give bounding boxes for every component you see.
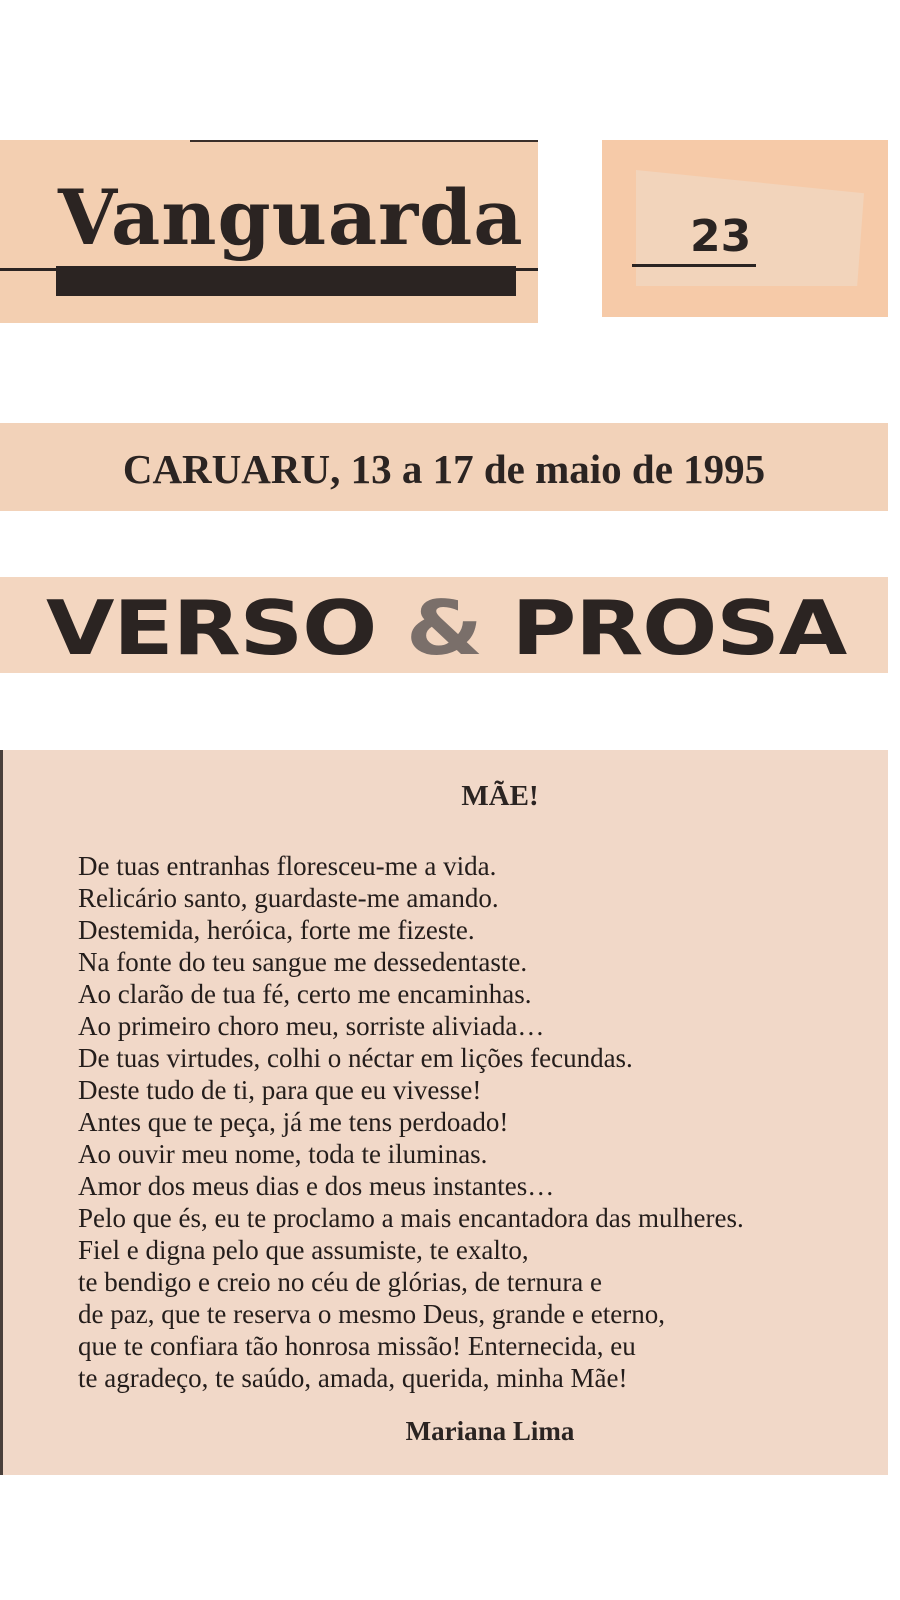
poem-author: Mariana Lima [405, 1416, 575, 1446]
poem-title: MÃE! [461, 780, 539, 812]
poem-line: Relicário santo, guardaste-me amando. [78, 883, 499, 913]
poem-line: De tuas virtudes, colhi o néctar em lições fecundas. [78, 1043, 633, 1073]
poem-line: Na fonte do teu sangue me dessedentaste. [78, 947, 528, 977]
poem-line: Fiel e digna pelo que assumiste, te exalto, [78, 1235, 529, 1265]
section-word-prosa: PROSA [511, 584, 847, 672]
masthead-bar [56, 266, 516, 296]
poem-line: de paz, que te reserva o mesmo Deus, grande e eterno, [78, 1299, 665, 1329]
section-header-clipping [0, 577, 888, 673]
poem-line: Ao clarão de tua fé, certo me encaminhas. [78, 979, 532, 1009]
poem-line: Pelo que és, eu te proclamo a mais encantadora das mulheres. [78, 1203, 744, 1233]
clipping-left-edge [0, 750, 3, 1475]
poem-line: que te confiara tão honrosa missão! Enternecida, eu [78, 1331, 636, 1361]
poem-line: De tuas entranhas floresceu-me a vida. [78, 851, 497, 881]
masthead-top-rule [190, 140, 538, 142]
page-number: 23 [690, 211, 752, 262]
page-number-rule [632, 264, 756, 267]
dateline: CARUARU, 13 a 17 de maio de 1995 [122, 446, 766, 492]
section-title [46, 584, 847, 672]
masthead-clipping [0, 140, 538, 323]
poem-line: Ao ouvir meu nome, toda te iluminas. [78, 1139, 488, 1169]
poem-line: Ao primeiro choro meu, sorriste aliviada… [78, 1011, 545, 1041]
dateline-clipping [0, 423, 888, 511]
poem-line: Destemida, heróica, forte me fizeste. [78, 915, 475, 945]
poem-line: Deste tudo de ti, para que eu vivesse! [78, 1075, 482, 1105]
poem-clipping [0, 750, 888, 1475]
poem-line: te bendigo e creio no céu de glórias, de ternura e [78, 1267, 603, 1297]
poem-body [78, 850, 744, 1394]
poem-line: Antes que te peça, já me tens perdoado! [78, 1107, 509, 1137]
poem-line: te agradeço, te saúdo, amada, querida, minha Mãe! [78, 1363, 628, 1393]
section-word-verso: VERSO [46, 584, 377, 672]
page-number-clipping [602, 140, 888, 317]
section-ampersand: & [405, 584, 482, 672]
poem-line: Amor dos meus dias e dos meus instantes… [78, 1171, 555, 1201]
newspaper-title: Vanguarda [58, 173, 524, 262]
